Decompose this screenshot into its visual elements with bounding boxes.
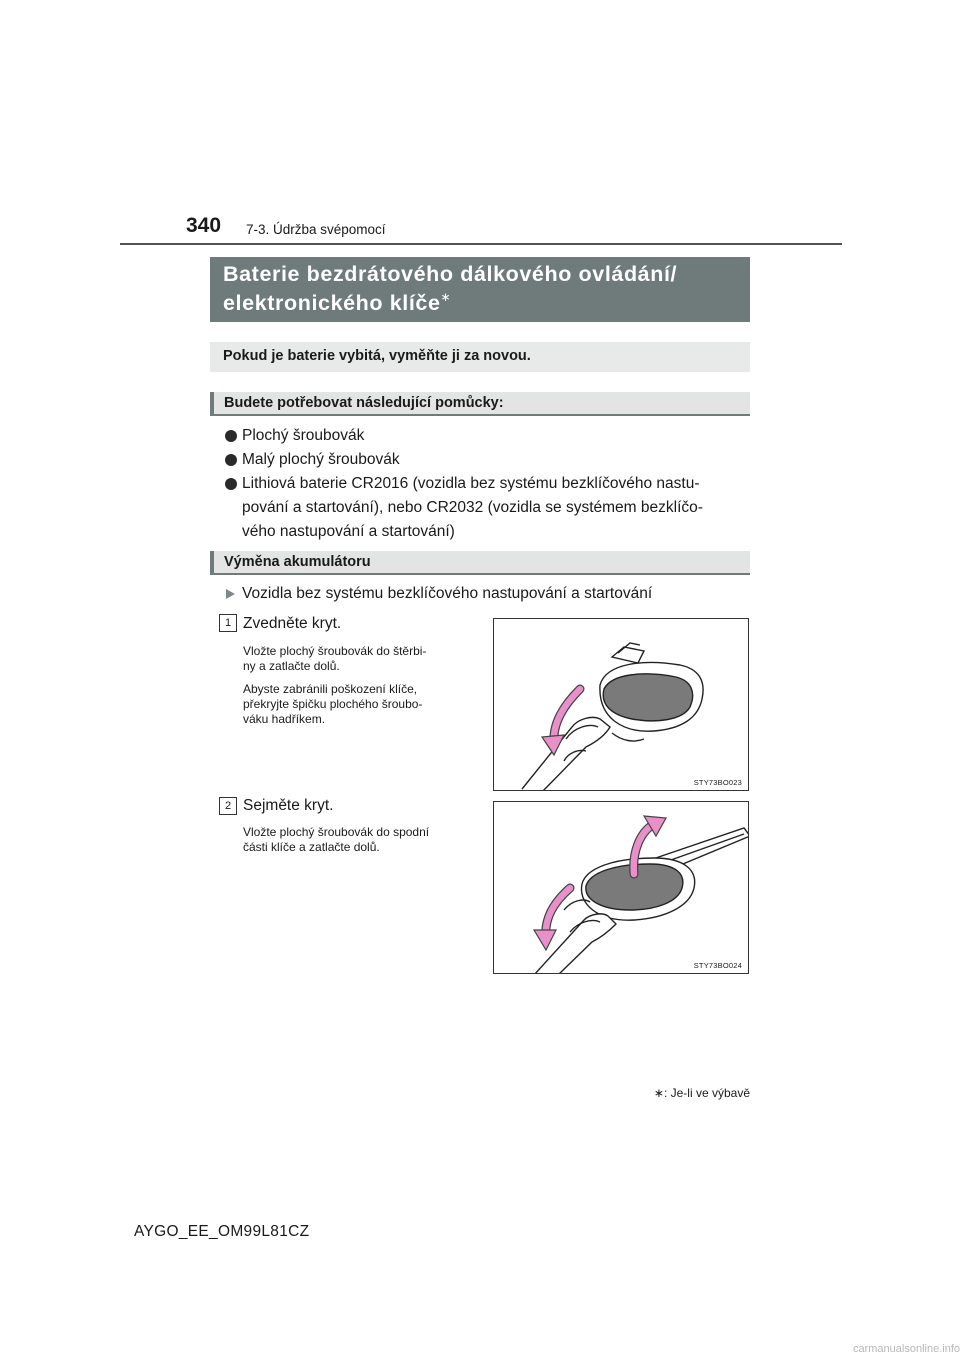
step-description: Vložte plochý šroubovák do spodní části klíče a zatlačte dolů. [243,825,430,854]
footnote: ∗: Je-li ve výbavě [653,1086,750,1100]
step-number: 2 [219,797,237,815]
page-number: 340 [186,214,222,237]
step-description: Vložte plochý šroubovák do štěrbi- ny a zatlačte dolů. Abyste zabránili poškození klíče, překryjte špičku plochého šroubo- váku hadříkem. [243,644,427,726]
footer-code: AYGO_EE_OM99L81CZ [134,1223,310,1240]
replacement-heading [210,551,750,575]
watermark: carmanualsonline.info [852,1343,960,1355]
tools-heading-text: Budete potřebovat následující pomůcky: [224,395,504,411]
step-title: Sejměte kryt. [243,797,334,814]
lead-text: Pokud je baterie vybitá, vyměňte ji za novou. [223,348,531,364]
lead-box [210,342,750,372]
figure-code: STY73BO023 [693,778,742,787]
figure-code: STY73BO024 [693,961,742,970]
tools-heading [210,392,750,416]
bullet-icon [225,478,237,490]
replacement-heading-text: Výměna akumulátoru [224,554,371,570]
figure-remove-cover [493,801,749,974]
bullet-icon [225,430,237,442]
figure-lift-cover [493,618,749,791]
bullet-icon [225,454,237,466]
key-remove-illustration [494,802,749,974]
key-lift-illustration [494,619,749,791]
header-rule [120,243,842,245]
triangle-bullet-icon [226,589,235,599]
step-number: 1 [219,614,237,632]
page-title-line-1: Baterie bezdrátového dálkového ovládání/ [223,262,678,286]
page-title-line-2: elektronického klíče∗ [223,290,452,315]
step-title: Zvedněte kryt. [243,615,342,632]
availability-mark: ∗ [440,290,452,304]
page-title [210,257,750,322]
section-label: 7-3. Údržba svépomocí [246,222,386,237]
